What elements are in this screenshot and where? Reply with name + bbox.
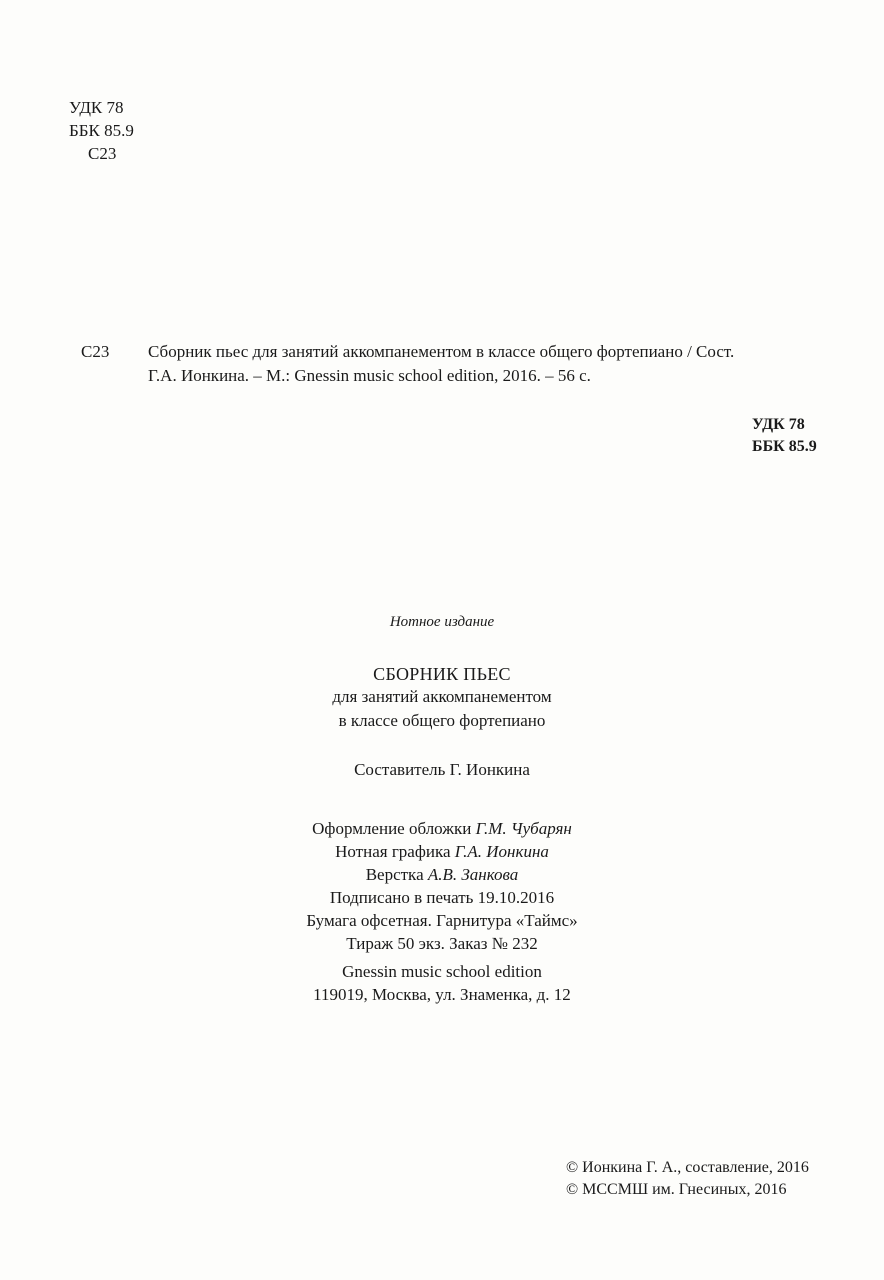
bib-description-line2: Г.А. Ионкина. – М.: Gnessin music school edition, 2016. – 56 с.: [148, 366, 591, 385]
layout-credit: [0, 863, 884, 886]
book-title: СБОРНИК ПЬЕС: [373, 664, 511, 684]
bib-udk: УДК 78: [752, 416, 805, 433]
notes-label: Нотная графика: [335, 842, 451, 861]
cover-label: Оформление обложки: [312, 819, 472, 838]
publisher-name: Gnessin music school edition: [342, 962, 542, 981]
book-subtitle-line2: в классе общего фортепиано: [338, 711, 546, 730]
compiler-credit: Составитель Г. Ионкина: [354, 760, 530, 779]
bbk-code: ББК 85.9: [69, 121, 134, 140]
print-run-info: Тираж 50 экз. Заказ № 232: [346, 934, 538, 953]
copyright-block: [566, 1157, 809, 1201]
bib-index-block: [752, 414, 817, 458]
udk-code: УДК 78: [69, 98, 124, 117]
signed-date: Подписано в печать 19.10.2016: [329, 888, 555, 907]
bib-bbk: ББК 85.9: [752, 438, 817, 455]
cover-name: Г.М. Чубарян: [475, 819, 572, 838]
layout-name: А.В. Занкова: [427, 865, 519, 884]
bib-description-line1: Сборник пьес для занятий аккомпанементом в классе общего фортепиано / Сост.: [148, 342, 735, 361]
layout-label: Верстка: [365, 865, 424, 884]
paper-font-info: Бумага офсетная. Гарнитура «Таймс»: [306, 911, 578, 930]
notes-name: Г.А. Ионкина: [454, 842, 549, 861]
edition-kind: Нотное издание: [389, 614, 495, 630]
copyright-line2: © МССМШ им. Гнесиных, 2016: [566, 1181, 787, 1198]
book-subtitle-line1: для занятий аккомпанементом: [332, 687, 552, 706]
notation-credit: [0, 840, 884, 863]
author-mark: С23: [88, 144, 117, 163]
cover-design-credit: [0, 817, 884, 840]
bib-author-mark: С23: [81, 342, 110, 361]
publisher-address: 119019, Москва, ул. Знаменка, д. 12: [313, 985, 571, 1004]
classification-block: [69, 96, 134, 165]
copyright-line1: © Ионкина Г. А., составление, 2016: [566, 1159, 809, 1176]
